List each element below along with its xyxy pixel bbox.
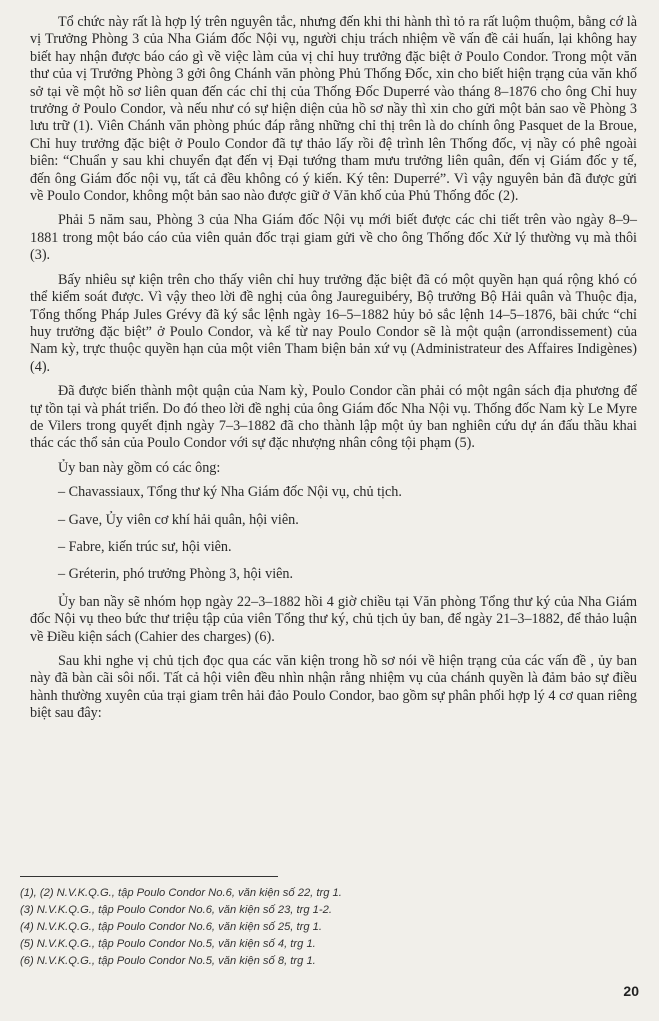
body-text <box>30 14 637 723</box>
footnotes <box>20 885 620 970</box>
footnote: (5) N.V.K.Q.G., tập Poulo Condor No.5, văn kiện số 4, trg 1. <box>20 938 316 950</box>
list-item: – Gréterin, phó trưởng Phòng 3, hội viên. <box>58 566 294 583</box>
paragraph: Đã được biến thành một quận của Nam kỳ, Poulo Condor cần phải có một ngân sách địa phương để tự tồn tại và phát triển. Do đó theo lời đề nghị của ông Giám đốc Nha Nội vụ. Thống đốc Nam kỳ Le Myre de Vilers trong quyết định ngày 7–3–1882 đã cho thành lập một ủy ban nghiên cứu dự án đấu thầu khai thác các thổ sản của Poulo Condor với sự đặc nhượng nhân công tội phạm (5). <box>30 383 637 452</box>
list-item: – Fabre, kiến trúc sư, hội viên. <box>58 538 232 555</box>
committee-member-list <box>30 484 637 584</box>
list-item: – Gave, Ủy viên cơ khí hải quân, hội viên. <box>58 511 299 528</box>
list-item: – Chavassiaux, Tổng thư ký Nha Giám đốc Nội vụ, chủ tịch. <box>58 484 402 501</box>
paragraph: Bấy nhiêu sự kiện trên cho thấy viên chỉ huy trưởng đặc biệt đã có một quyền hạn quá rộng khó có thể kiểm soát được. Vì vậy theo lời đề nghị của ông Jaureguibéry, Bộ trưởng Bộ Hải quân và Thuộc địa, Tổng thống Pháp Jules Grévy đã ký sắc lệnh ngày 16–5–1882 hủy bỏ sắc lệnh 14–5–1876, bãi chức “chỉ huy trưởng đặc biệt” ở Poulo Condor, và kể từ nay Poulo Condor sẽ là một quận (arrondissement) của Nam kỳ, trực thuộc quyền hạn của một viên Tham biện bản xứ vụ (Administrateur des Affaires Indigènes) (4). <box>30 271 637 375</box>
paragraph: Ủy ban này gồm có các ông: <box>58 459 221 476</box>
paragraph: Phải 5 năm sau, Phòng 3 của Nha Giám đốc Nội vụ mới biết được các chi tiết trên vào ngày 8–9–1881 trong một báo cáo của viên quản đốc trại giam gửi về cho ông Thống đốc Xử lý thường vụ mà thôi (3). <box>30 212 637 264</box>
footnote: (1), (2) N.V.K.Q.G., tập Poulo Condor No.6, văn kiện số 22, trg 1. <box>20 887 342 899</box>
footnote-divider <box>20 876 278 877</box>
footnote: (3) N.V.K.Q.G., tập Poulo Condor No.6, văn kiện số 23, trg 1-2. <box>20 904 332 916</box>
paragraph: Sau khi nghe vị chủ tịch đọc qua các văn kiện trong hồ sơ nói về hiện trạng của các vấn đề , ủy ban này đã bàn cãi sôi nổi. Tất cả hội viên đều nhìn nhận rằng nhiệm vụ của chánh quyền là đảm bảo sự điều hành thường xuyên của trại giam trên hải đảo Poulo Condor, bao gồm sự phân phối hợp lý 4 cơ quan riêng biệt sau đây: <box>30 653 637 722</box>
paragraph: Tổ chức này rất là hợp lý trên nguyên tắc, nhưng đến khi thi hành thì tỏ ra rất luộm thuộm, bằng cớ là vị Trưởng Phòng 3 của Nha Giám đốc Nội vụ, người chịu trách nhiệm về vấn đề cải huấn, lại không hay biết hay nhận được báo cáo gì về việc làm của vị chỉ huy trưởng đặc biệt ở Poulo Condor. Trong một văn thư của vị Trưởng Phòng 3 gởi ông Chánh văn phòng Phủ Thống Đốc, xin cho biết hiện trạng của văn khố sở tại về một hồ sơ liên quan đến các chỉ thị của Thống Đốc Duperré vào tháng 8–1876 cho ông Chỉ huy trưởng ở Poulo Condor, và nếu như có sự hiện diện của hồ sơ nầy thì xin cho gửi một bản sao về Phòng 3 lưu trữ (1). Viên Chánh văn phòng phúc đáp rằng những chỉ thị trên là do chính ông Pasquet de la Broue, Chỉ huy trưởng đặc biệt ở Poulo Condor đã tự thảo lấy rồi đệ trình lên Thống đốc, vị nầy có phê ngoài biên: “Chuẩn y sau khi chuyển đạt đến vị Đại tướng tham mưu trưởng liên quân, đến vị Giám đốc y tế, đến ông Giám đốc nội vụ, tất cả đều không có ý kiến. Ký tên: Duperré”. Vì vậy nguyên bản đã được gửi về Poulo Condor, không một bản sao nào được giữ ở Văn khố của Phủ Thống đốc (2). <box>30 14 637 205</box>
paragraph: Ủy ban nầy sẽ nhóm họp ngày 22–3–1882 hồi 4 giờ chiều tại Văn phòng Tổng thư ký của Nha Giám đốc Nội vụ theo bức thư triệu tập của viên Tổng thư ký, chủ tịch ủy ban, để ngày 21–3–1882, để thảo luận về Điều kiện sách (Cahier des charges) (6). <box>30 593 637 645</box>
footnote: (6) N.V.K.Q.G., tập Poulo Condor No.5, văn kiện số 8, trg 1. <box>20 955 316 967</box>
footnote: (4) N.V.K.Q.G., tập Poulo Condor No.6, văn kiện số 25, trg 1. <box>20 921 323 933</box>
page-number: 20 <box>623 983 639 999</box>
